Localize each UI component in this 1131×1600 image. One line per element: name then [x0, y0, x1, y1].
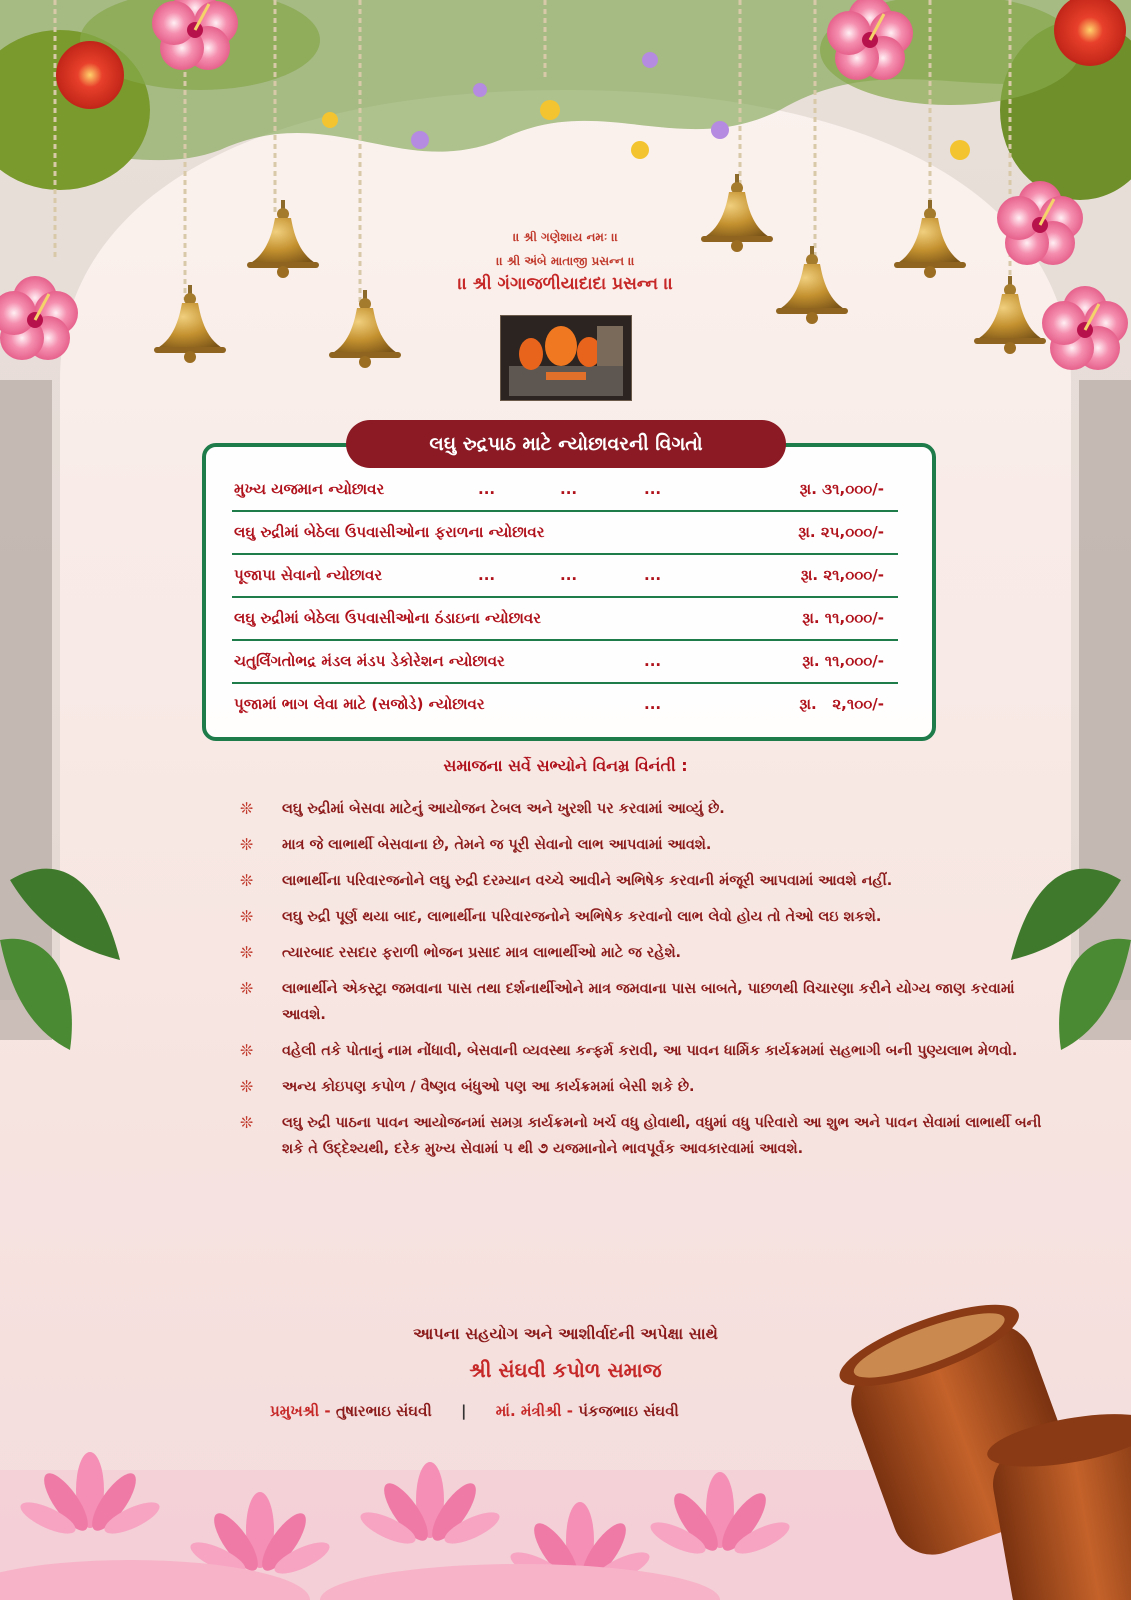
- row-label: પૂજામાં ભાગ લેવા માટે (સજોડે) ન્યોછાવર: [234, 695, 485, 713]
- organization-name: શ્રી સંઘવી કપોળ સમાજ: [469, 1358, 662, 1382]
- list-item: [240, 904, 1060, 930]
- row-amount: રૂા. ૧૧,૦૦૦/-: [802, 609, 884, 627]
- president-name: તુષારભાઇ સંઘવી: [335, 1402, 432, 1420]
- star-bullet-icon: ❊: [240, 1041, 254, 1060]
- row-label: લઘુ રુદ્રીમાં બેઠેલા ઉપવાસીઓના ઠંડાઇના ન્યોછાવર: [234, 609, 541, 627]
- signatories: [270, 1402, 910, 1420]
- table-title: લઘુ રુદ્રપાઠ માટે ન્યોછાવરની વિગતો: [346, 420, 786, 468]
- note-text: ત્યારબાદ રસદાર ફરાળી ભોજન પ્રસાદ માત્ર લાભાર્થીઓ માટે જ રહેશે.: [282, 945, 682, 961]
- row-label: ચતુર્લિંગતોભદ્ર મંડલ મંડપ ડેકોરેશન ન્યોછાવર: [234, 652, 505, 670]
- star-bullet-icon: ❊: [240, 1113, 254, 1132]
- row-amount: રૂા. ૨,૧૦૦/-: [799, 695, 884, 713]
- note-text: લઘુ રુદ્રીમાં બેસવા માટેનું આયોજન ટેબલ અને ખુરશી પર કરવામાં આવ્યું છે.: [282, 801, 725, 817]
- note-text: લાભાર્થીને એકસ્ટ્રા જમવાના પાસ તથા દર્શનાર્થીઓને માત્ર જમવાના પાસ બાબતે, પાછળથી વિચારણા કરીને યોગ્ય જાણ કરવામાં આવશે.: [282, 981, 1015, 1023]
- table-row: [232, 683, 898, 725]
- row-amount: રૂા. ૨૧,૦૦૦/-: [800, 566, 884, 584]
- table-row: [232, 511, 898, 555]
- note-text: લઘુ રુદ્રી પાઠના પાવન આયોજનમાં સમગ્ર કાર્યક્રમનો ખર્ચ વધુ હોવાથી, વધુમાં વધુ પરિવારો આ શુભ અને પાવન સેવામાં લાભાર્થી બની શકે તે ઉદ્દેશ્યથી, દરેક મુખ્ય સેવામાં ૫ થી ૭ યજમાનોને ભાવપૂર્વક આવકારવામાં આવશે.: [282, 1115, 1042, 1157]
- list-item: [240, 1038, 1060, 1064]
- row-label: લઘુ રુદ્રીમાં બેઠેલા ઉપવાસીઓના ફરાળના ન્યોછાવર: [234, 523, 545, 541]
- shrine-photo: [500, 315, 632, 401]
- request-heading: સમાજના સર્વે સભ્યોને વિનમ્ર વિનંતી :: [443, 756, 688, 775]
- note-text: માત્ર જે લાભાર્થી બેસવાના છે, તેમને જ પૂરી સેવાનો લાભ આપવામાં આવશે.: [282, 837, 712, 853]
- note-text: વહેલી તકે પોતાનું નામ નોંધાવી, બેસવાની વ્યવસ્થા કન્ફર્મ કરાવી, આ પાવન ધાર્મિક કાર્યક્રમમાં સહભાગી બની પુણ્યલાભ મેળવો.: [282, 1043, 1018, 1059]
- closing-line: આપના સહયોગ અને આશીર્વાદની અપેક્ષા સાથે: [413, 1324, 718, 1343]
- invocation-ambe-mataji: ।। શ્રી અંબે માતાજી પ્રસન્ન ।।: [496, 254, 635, 268]
- row-dots: ...: [478, 480, 496, 498]
- table-row: [232, 597, 898, 641]
- row-label: પૂજાપા સેવાનો ન્યોછાવર: [234, 566, 383, 584]
- row-dots: ...: [644, 695, 662, 713]
- signatory-separator: |: [460, 1402, 467, 1420]
- star-bullet-icon: ❊: [240, 943, 254, 962]
- list-item: [240, 796, 1060, 822]
- row-dots: ...: [644, 652, 662, 670]
- president-role: પ્રમુખશ્રી -: [270, 1402, 331, 1420]
- notes-list: [240, 796, 1060, 1172]
- invocation-ganesh: ।। શ્રી ગણેશાય નમઃ ।।: [513, 230, 618, 244]
- table-row: [232, 640, 898, 684]
- secretary-name: પંકજભાઇ સંઘવી: [578, 1402, 679, 1420]
- row-dots: ...: [478, 566, 496, 584]
- star-bullet-icon: ❊: [240, 835, 254, 854]
- row-dots: ...: [560, 566, 578, 584]
- note-text: લાભાર્થીના પરિવારજનોને લઘુ રુદ્રી દરમ્યાન વચ્ચે આવીને અભિષેક કરવાની મંજૂરી આપવામાં આવશે નહીં.: [282, 873, 893, 889]
- row-amount: રૂા. ૨૫,૦૦૦/-: [798, 523, 884, 541]
- star-bullet-icon: ❊: [240, 871, 254, 890]
- star-bullet-icon: ❊: [240, 907, 254, 926]
- row-dots: ...: [644, 566, 662, 584]
- star-bullet-icon: ❊: [240, 979, 254, 998]
- table-row: [232, 468, 898, 512]
- list-item: [240, 832, 1060, 858]
- secretary-role: માં. મંત્રીશ્રી -: [495, 1402, 573, 1420]
- note-text: અન્ય કોઇપણ કપોળ / વૈષ્ણવ બંધુઓ પણ આ કાર્યક્રમમાં બેસી શકે છે.: [282, 1079, 695, 1095]
- list-item: [240, 868, 1060, 894]
- list-item: [240, 976, 1060, 1028]
- row-dots: ...: [560, 480, 578, 498]
- star-bullet-icon: ❊: [240, 1077, 254, 1096]
- star-bullet-icon: ❊: [240, 799, 254, 818]
- list-item: [240, 940, 1060, 966]
- note-text: લઘુ રુદ્રી પૂર્ણ થયા બાદ, લાભાર્થીના પરિવારજનોને અભિષેક કરવાનો લાભ લેવો હોય તો તેઓ લઇ શકશે.: [282, 909, 882, 925]
- table-row: [232, 554, 898, 598]
- list-item: [240, 1074, 1060, 1100]
- list-item: [240, 1110, 1060, 1162]
- invocation-gangajaliyadada: ।। શ્રી ગંગાજળીયાદાદા પ્રસન્ન ।।: [457, 274, 674, 294]
- row-dots: ...: [644, 480, 662, 498]
- row-amount: રૂા. ૩૧,૦૦૦/-: [799, 480, 884, 498]
- row-amount: રૂા. ૧૧,૦૦૦/-: [802, 652, 884, 670]
- row-label: મુખ્ય યજમાન ન્યોછાવર: [234, 480, 385, 498]
